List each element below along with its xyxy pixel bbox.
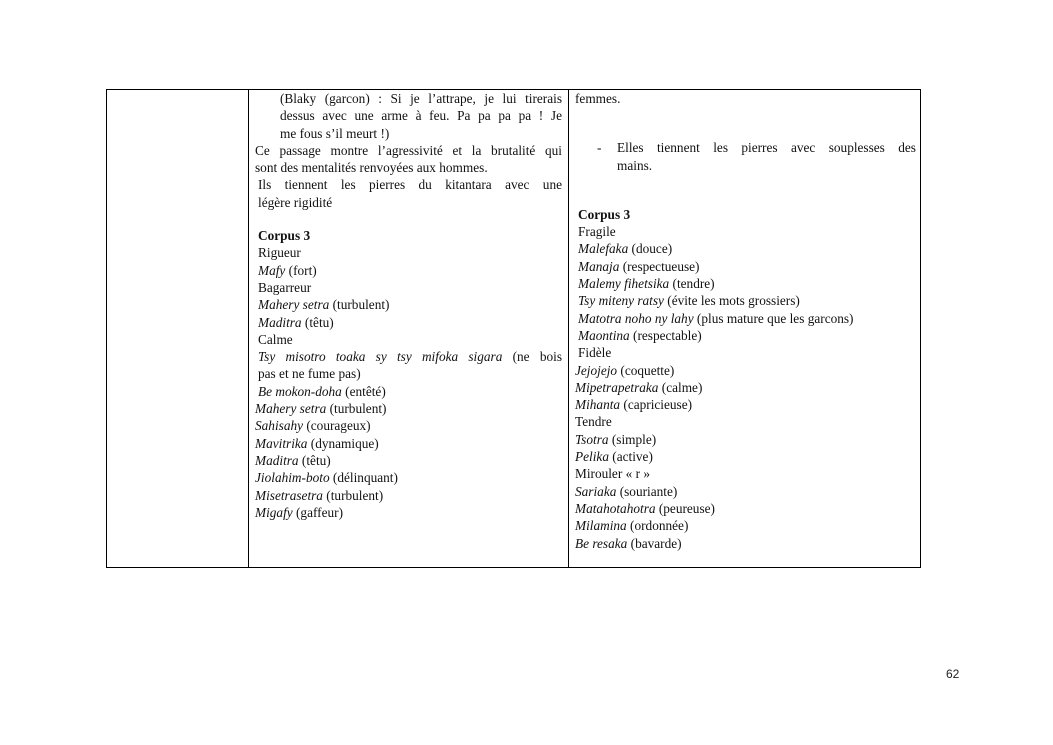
word-entry (575, 379, 916, 396)
word-entry (255, 279, 562, 296)
word-gloss: (active) (608, 449, 653, 465)
word-gloss: (courageux) (303, 418, 371, 434)
word-term: Mipetrapetraka (575, 379, 659, 395)
word-gloss: (respectueuse) (619, 258, 700, 274)
word-entry (255, 331, 562, 348)
word-gloss: (simple) (608, 431, 657, 447)
word-term: Be mokon-doha (258, 383, 342, 399)
word-term: Tendre (575, 414, 612, 430)
word-gloss: (turbulent) (329, 297, 390, 313)
table-cell-empty (107, 90, 248, 567)
word-gloss: (dynamique) (307, 435, 379, 451)
word-term: Tsy miteny ratsy (578, 293, 664, 309)
word-gloss: (ordonnée) (626, 518, 689, 534)
word-term: Migafy (255, 504, 293, 520)
word-entry (575, 535, 916, 552)
word-gloss: (douce) (628, 241, 673, 257)
word-gloss: (respectable) (629, 327, 702, 343)
word-entry (575, 362, 916, 379)
bullet-line: mains. (617, 157, 653, 173)
word-term: Malefaka (578, 241, 629, 257)
word-entry (575, 275, 916, 292)
table-cell-feminine (569, 90, 922, 567)
quote-line: (Blaky (garcon) : Si je l’attrape, je lui tirerais (280, 91, 562, 106)
word-term: Matahotahotra (575, 500, 656, 516)
word-entry (575, 465, 916, 482)
word-gloss: (têtu) (301, 314, 334, 330)
word-term: Manaja (578, 258, 620, 274)
word-term: Maditra (255, 452, 299, 468)
word-list (255, 400, 562, 521)
bullet-dash: - (597, 140, 602, 156)
word-term: Fragile (578, 224, 616, 240)
word-gloss: (plus mature que les garcons) (693, 310, 854, 326)
word-term: Jejojejo (575, 362, 618, 378)
pierres-line: légère rigidité (258, 194, 333, 210)
word-gloss: (fort) (285, 262, 317, 278)
word-entry (255, 383, 562, 400)
word-entry-continuation: pas et ne fume pas) (258, 366, 361, 382)
word-gloss: (souriante) (616, 483, 678, 499)
word-term: Matotra noho ny lahy (578, 310, 694, 326)
word-term: Mavitrika (255, 435, 308, 451)
word-term: Calme (258, 331, 293, 347)
word-term: Milamina (575, 518, 627, 534)
word-entry (575, 483, 916, 500)
word-term: Be resaka (575, 535, 628, 551)
word-list (575, 223, 916, 361)
word-entry (575, 223, 916, 240)
word-list (575, 362, 916, 552)
word-term: Maditra (258, 314, 302, 330)
word-list (255, 383, 562, 400)
word-term: Mahery setra (258, 297, 330, 313)
word-entry (575, 310, 916, 327)
word-term: Sariaka (575, 483, 617, 499)
word-gloss: (délinquant) (329, 470, 398, 486)
word-entry (255, 296, 562, 313)
word-gloss: (turbulent) (326, 401, 387, 417)
word-term: Misetrasetra (255, 487, 323, 503)
word-entry (575, 327, 916, 344)
word-term: Mafy (258, 262, 286, 278)
bullet-item (575, 139, 916, 174)
word-gloss: (bavarde) (627, 535, 682, 551)
word-entry (255, 487, 562, 504)
word-term: Malemy fihetsika (578, 276, 670, 292)
passage-line: Ce passage montre l’agressivité et la brutalité qui (255, 142, 562, 158)
word-entry (255, 400, 562, 417)
word-gloss: (tendre) (669, 276, 715, 292)
word-entry (575, 292, 916, 309)
word-term: Mahery setra (255, 401, 327, 417)
word-gloss: (calme) (658, 379, 703, 395)
document-table (106, 89, 921, 568)
word-entry (255, 504, 562, 521)
word-entry (255, 452, 562, 469)
word-term: Sahisahy (255, 418, 304, 434)
word-list (255, 244, 562, 348)
word-gloss: (coquette) (617, 362, 675, 378)
word-term: Pelika (575, 449, 609, 465)
word-entry (575, 413, 916, 430)
word-entry (255, 314, 562, 331)
word-entry (575, 344, 916, 361)
quote-line: dessus avec une arme à feu. Pa pa pa pa ! Je (280, 108, 562, 124)
word-gloss: (peureuse) (655, 500, 715, 516)
word-term: Rigueur (258, 245, 301, 261)
word-entry (575, 240, 916, 257)
word-term: Mirouler « r » (575, 466, 650, 482)
continuation-line: femmes. (575, 91, 621, 106)
word-gloss: (évite les mots grossiers) (663, 293, 800, 309)
word-entry (255, 244, 562, 261)
word-entry (255, 417, 562, 434)
word-gloss: (capricieuse) (620, 397, 693, 413)
pierres-line: Ils tiennent les pierres du kitantara avec une (258, 177, 562, 193)
word-entry (575, 517, 916, 534)
word-entry (575, 500, 916, 517)
page-number: 62 (946, 667, 960, 681)
word-entry (255, 262, 562, 279)
word-term: Jiolahim-boto (255, 470, 330, 486)
word-gloss: (entêté) (341, 383, 386, 399)
word-term: Bagarreur (258, 279, 312, 295)
word-term: Maontina (578, 327, 630, 343)
corpus-heading: Corpus 3 (258, 228, 311, 244)
word-term: Tsotra (575, 431, 609, 447)
word-entry (575, 258, 916, 275)
word-entry (255, 469, 562, 486)
bullet-line: Elles tiennent les pierres avec souplesses des (617, 140, 916, 156)
word-entry: Tsy misotro toaka sy tsy mifoka sigara (ne bois (258, 349, 562, 365)
table-cell-masculine (249, 90, 568, 567)
word-gloss: (gaffeur) (292, 504, 343, 520)
word-entry (575, 431, 916, 448)
passage-line: sont des mentalités renvoyées aux hommes. (255, 160, 488, 176)
corpus-heading: Corpus 3 (578, 206, 631, 222)
quote-line: me fous s’il meurt !) (280, 125, 390, 141)
word-entry (575, 448, 916, 465)
word-term: Fidèle (578, 345, 612, 361)
word-entry (575, 396, 916, 413)
word-gloss: (têtu) (298, 452, 331, 468)
word-gloss: (turbulent) (322, 487, 384, 503)
word-entry (255, 435, 562, 452)
word-term: Mihanta (575, 397, 621, 413)
